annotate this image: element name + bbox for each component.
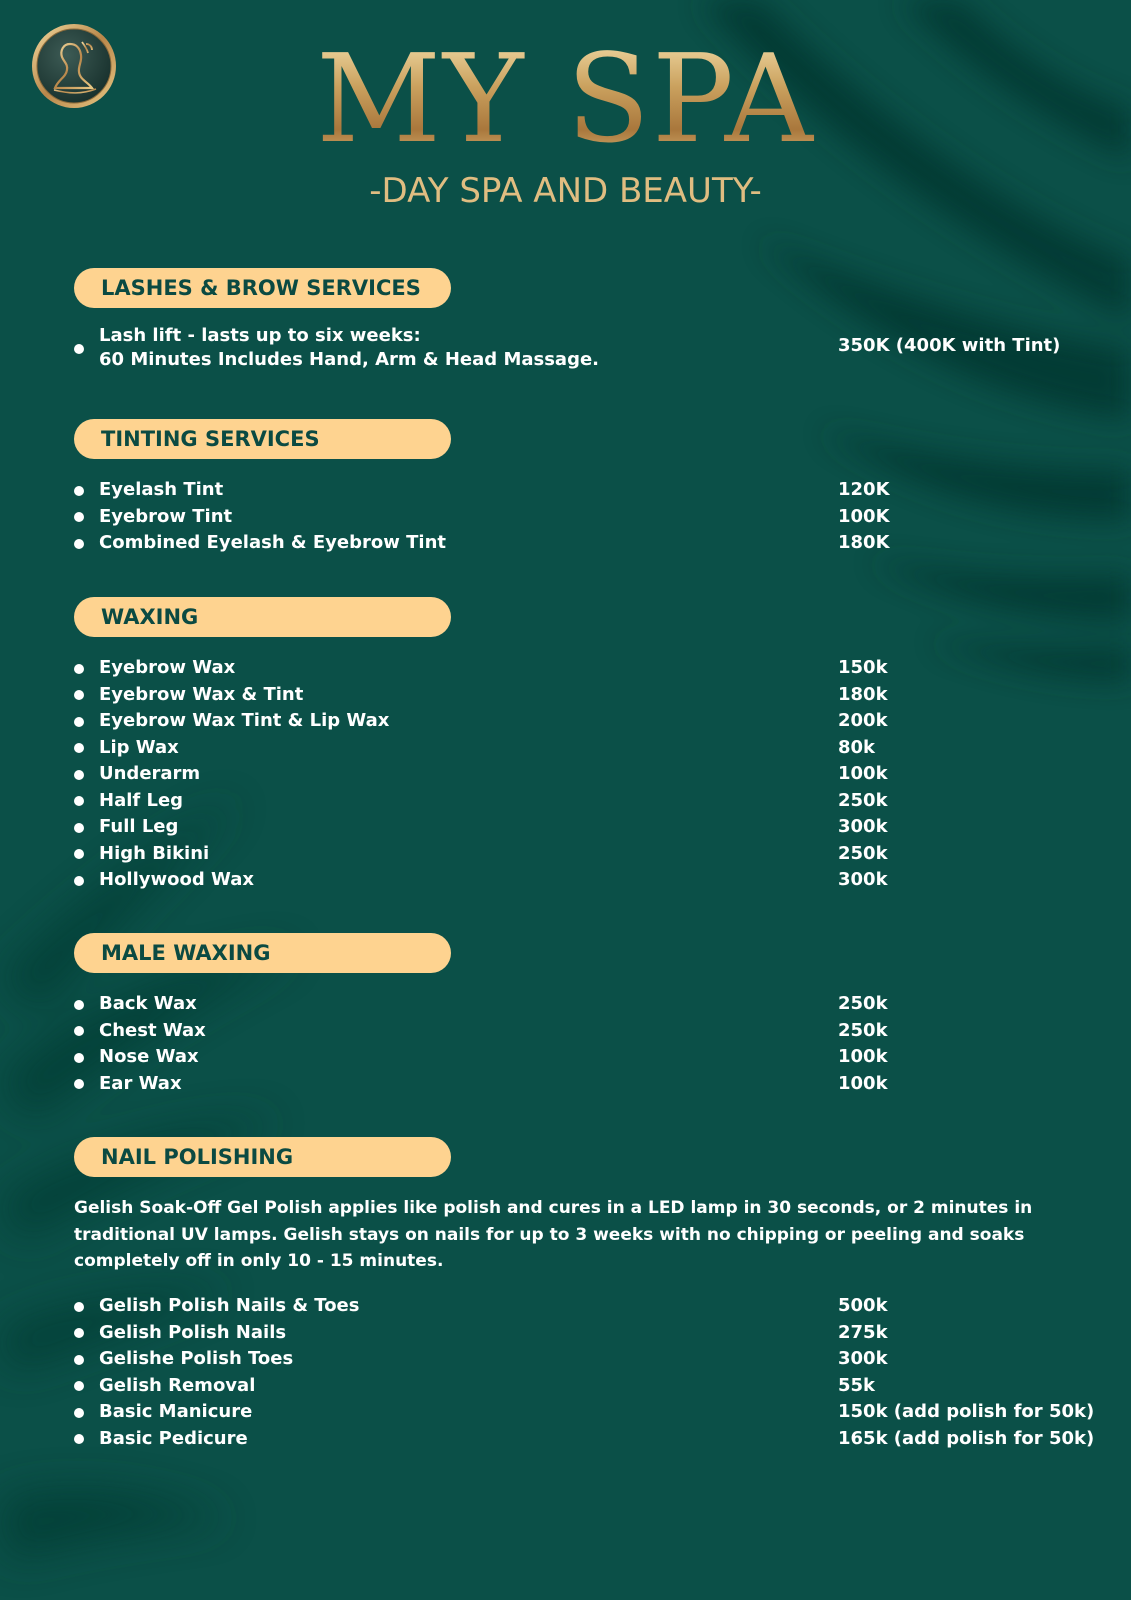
- section-header-nail-polishing: NAIL POLISHING: [74, 1137, 451, 1177]
- list-item: [74, 1346, 1084, 1373]
- item-price: 100k: [838, 763, 888, 784]
- item-price: 55k: [838, 1374, 876, 1396]
- tinting-list: [74, 477, 1084, 557]
- list-item: [74, 655, 1084, 682]
- item-name: Eyebrow Wax Tint & Lip Wax: [99, 710, 390, 731]
- bullet-icon: [74, 1434, 84, 1444]
- item-name: Half Leg: [99, 789, 184, 811]
- list-item: [74, 708, 1084, 735]
- bullet-icon: [74, 1026, 84, 1036]
- item-price: 300k: [838, 1348, 888, 1369]
- bullet-icon: [74, 1408, 84, 1418]
- bullet-icon: [74, 743, 84, 753]
- list-item: [74, 841, 1084, 868]
- bullet-icon: [74, 486, 84, 496]
- male-waxing-list: [74, 991, 1084, 1097]
- list-item: [74, 814, 1084, 841]
- waxing-list: [74, 655, 1084, 894]
- item-name: Back Wax: [99, 993, 197, 1014]
- item-name: Ear Wax: [99, 1072, 182, 1094]
- list-item: [74, 1018, 1084, 1045]
- spa-subtitle: -DAY SPA AND BEAUTY-: [369, 171, 762, 211]
- list-item: [74, 682, 1084, 709]
- bullet-icon: [74, 664, 84, 674]
- item-name: Nose Wax: [99, 1046, 199, 1067]
- item-price: 350K (400K with Tint): [838, 335, 1061, 356]
- item-price: 100K: [838, 505, 890, 527]
- section-header-lashes: LASHES & BROW SERVICES: [74, 268, 451, 308]
- bullet-icon: [74, 1000, 84, 1010]
- item-name: Eyebrow Wax: [99, 657, 236, 678]
- item-price: 165k (add polish for 50k): [838, 1427, 1095, 1449]
- item-price: 180K: [838, 532, 890, 553]
- list-item: [74, 477, 1084, 504]
- item-name-line1: Lash lift - lasts up to six weeks:: [99, 325, 421, 346]
- item-price: 150k: [838, 657, 888, 678]
- item-name: [99, 324, 599, 372]
- list-item: [74, 1320, 1084, 1347]
- item-name: Eyelash Tint: [99, 479, 224, 500]
- item-price: 250k: [838, 1019, 888, 1041]
- item-name-line2: 60 Minutes Includes Hand, Arm & Head Massage.: [99, 349, 600, 370]
- item-name: Basic Pedicure: [99, 1427, 248, 1449]
- item-name: Combined Eyelash & Eyebrow Tint: [99, 532, 447, 553]
- item-name: Basic Manicure: [99, 1401, 253, 1422]
- bullet-icon: [74, 1302, 84, 1312]
- list-item: [74, 761, 1084, 788]
- bullet-icon: [74, 876, 84, 886]
- bullet-icon: [74, 539, 84, 549]
- item-price: 100k: [838, 1046, 888, 1067]
- list-item: [74, 324, 1084, 374]
- item-name: Eyebrow Tint: [99, 505, 233, 527]
- section-header-tinting: TINTING SERVICES: [74, 419, 451, 459]
- list-item: [74, 867, 1084, 894]
- section-header-waxing: WAXING: [74, 597, 451, 637]
- bullet-icon: [74, 1053, 84, 1063]
- spa-title: MY SPA: [0, 38, 1131, 160]
- bullet-icon: [74, 823, 84, 833]
- item-name: Gelish Polish Nails & Toes: [99, 1295, 360, 1316]
- item-price: 300k: [838, 869, 888, 890]
- list-item: [74, 735, 1084, 762]
- item-price: 150k (add polish for 50k): [838, 1401, 1095, 1422]
- list-item: [74, 1426, 1095, 1453]
- bullet-icon: [74, 1355, 84, 1365]
- item-name: Eyebrow Wax & Tint: [99, 683, 304, 705]
- item-price: 275k: [838, 1321, 888, 1343]
- list-item: [74, 504, 1084, 531]
- item-price: 100k: [838, 1072, 888, 1094]
- bullet-icon: [74, 344, 84, 354]
- item-price: 120K: [838, 479, 890, 500]
- item-name: Gelishe Polish Toes: [99, 1348, 294, 1369]
- item-price: 300k: [838, 816, 888, 837]
- item-price: 250k: [838, 993, 888, 1014]
- item-name: High Bikini: [99, 842, 210, 864]
- list-item: [74, 991, 1084, 1018]
- bullet-icon: [74, 717, 84, 727]
- nail-polishing-list: [74, 1293, 1095, 1452]
- item-name: Gelish Removal: [99, 1374, 256, 1396]
- item-price: 250k: [838, 789, 888, 811]
- bullet-icon: [74, 690, 84, 700]
- list-item: [74, 1044, 1084, 1071]
- list-item: [74, 530, 1084, 557]
- bullet-icon: [74, 1079, 84, 1089]
- section-header-male-waxing: MALE WAXING: [74, 933, 451, 973]
- item-price: 80k: [838, 736, 876, 758]
- item-price: 500k: [838, 1295, 888, 1316]
- item-name: Lip Wax: [99, 736, 179, 758]
- item-price: 180k: [838, 683, 888, 705]
- nail-polishing-description: Gelish Soak-Off Gel Polish applies like polish and cures in a LED lamp in 30 seconds, or 2 minutes in traditional UV lamps. Gelish stays on nails for up to 3 weeks with no chipping or peeling and soaks completely off in only 10 - 15 minutes.: [74, 1198, 1033, 1271]
- item-price: 200k: [838, 710, 888, 731]
- item-name: Gelish Polish Nails: [99, 1321, 287, 1343]
- item-name: Underarm: [99, 763, 201, 784]
- list-item: [74, 1399, 1095, 1426]
- item-price: 250k: [838, 842, 888, 864]
- bullet-icon: [74, 796, 84, 806]
- list-item: [74, 1071, 1084, 1098]
- item-name: Full Leg: [99, 816, 179, 837]
- bullet-icon: [74, 1328, 84, 1338]
- bullet-icon: [74, 770, 84, 780]
- list-item: [74, 788, 1084, 815]
- list-item: [74, 1293, 1084, 1320]
- bullet-icon: [74, 849, 84, 859]
- bullet-icon: [74, 1381, 84, 1391]
- item-name: Chest Wax: [99, 1019, 206, 1041]
- item-name: Hollywood Wax: [99, 869, 254, 890]
- list-item: [74, 1373, 1084, 1400]
- bullet-icon: [74, 512, 84, 522]
